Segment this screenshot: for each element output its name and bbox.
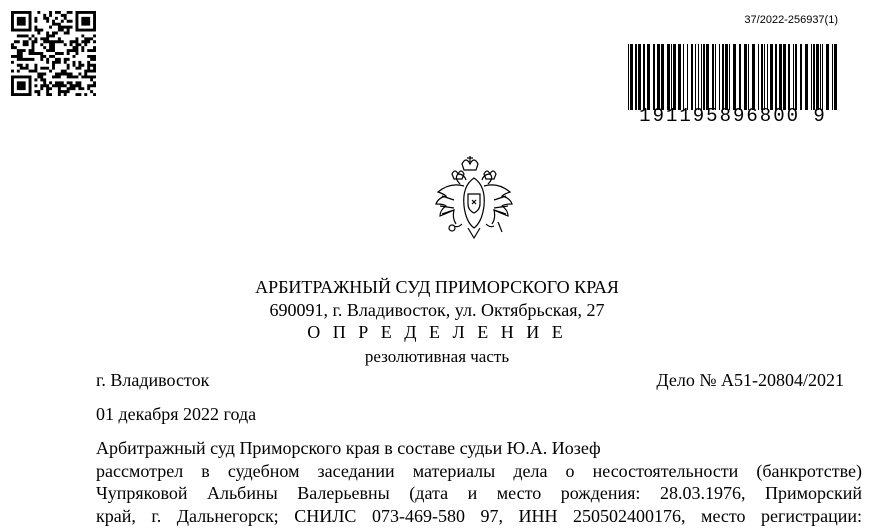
- body-text: [96, 437, 862, 527]
- document-date: 01 декабря 2022 года: [96, 404, 257, 424]
- barcode-digits: 191195896800 9: [639, 105, 827, 127]
- barcode: [626, 44, 840, 110]
- city: г. Владивосток: [96, 370, 210, 390]
- body-line: рассмотрел в судебном заседании материалы дела о несостоятельности (банкротстве): [96, 460, 862, 481]
- body-line: край, г. Дальнегорск; СНИЛС 073-469-580 97, ИНН 250502400176, место регистрации:: [96, 505, 862, 526]
- court-name: АРБИТРАЖНЫЙ СУД ПРИМОРСКОГО КРАЯ: [255, 277, 619, 297]
- case-number: Дело № А51-20804/2021: [656, 370, 844, 390]
- coat-of-arms-icon: [432, 150, 516, 242]
- document-number: 37/2022-256937(1): [744, 14, 838, 26]
- body-line: Чупряковой Альбины Валерьевны (дата и место рождения: 28.03.1976, Приморский: [96, 483, 862, 503]
- document-subtitle: резолютивная часть: [364, 347, 510, 366]
- document-type: О П Р Е Д Е Л Е Н И Е: [307, 322, 567, 342]
- qr-code: [11, 11, 96, 96]
- body-line: Арбитражный суд Приморского края в составе судьи Ю.А. Иозеф: [96, 438, 601, 458]
- court-address: 690091, г. Владивосток, ул. Октябрьская, 27: [269, 300, 605, 320]
